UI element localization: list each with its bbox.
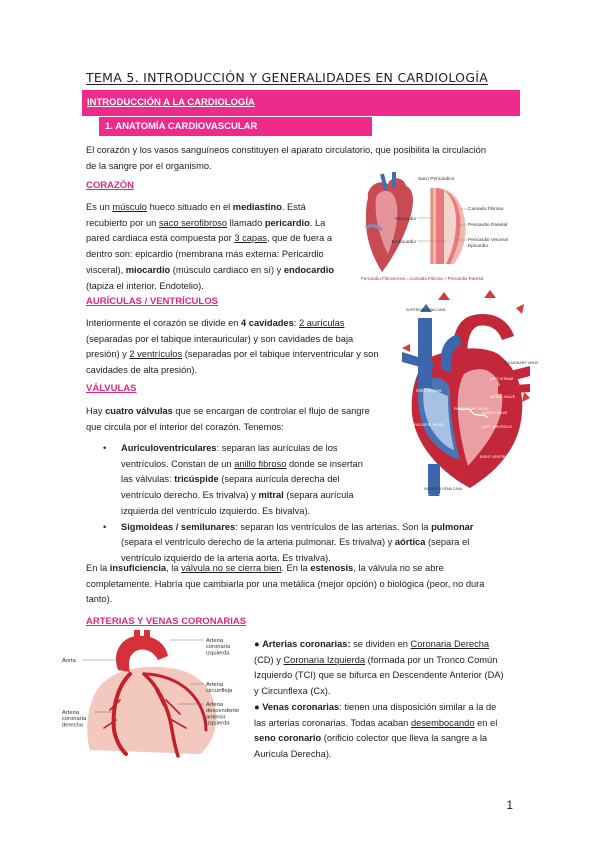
intro-paragraph: El corazón y los vasos sanguíneos constituyen el aparato circulatorio, que posibilita la circulación de la sangre por el organismo.	[86, 145, 486, 171]
pericardium-figure	[360, 168, 510, 284]
label-dai: Arteria descendente anterior izquierda	[206, 702, 240, 727]
list-item: ● Arterias coronarias: se dividen en Coronaria Derecha (CD) y Coronaria Izquierda (formada por un Tronco Común Izquierdo (TCI) que se bifurca en Descendente Anterior (DA) y Circunflexa (Cx).	[254, 639, 504, 697]
label-la: LEFT ATRIUM	[490, 377, 514, 381]
valvulas-intro: Hay cuatro válvulas que se encargan de controlar el flujo de sangre que circula por el interior del corazón. Tenemos:	[86, 406, 370, 432]
heading-corazon: CORAZÓN	[86, 180, 135, 191]
label-svc: SUPERIOR VENA CAVA	[406, 308, 446, 312]
heading-valvulas: VÁLVULAS	[86, 383, 137, 394]
section-band-label: INTRODUCCIÓN A LA CARDIOLOGÍA	[87, 97, 255, 108]
label-pa: PULMONARY ARTERY	[480, 345, 518, 349]
subsection-band-label: 1. ANATOMÍA CARDIOVASCULAR	[105, 121, 258, 132]
valvulas-paragraph: En la insuficiencia, la válvula no se cierra bien. En la estenosis, la válvula no se abre completamente. Habría que cambiarla por una metálica (mejor opción) o biológica (peor, no dura tanto).	[86, 563, 485, 605]
heading-auriculas: AURÍCULAS / VENTRÍCULOS	[86, 296, 218, 307]
label-saco: Saco Pericárdico	[418, 177, 455, 182]
label-miocardio: Miocardio	[395, 217, 416, 222]
label-circunfleja: Arteria circunfleja	[206, 682, 233, 695]
label-fibrosa: Camada Fibrosa	[468, 207, 504, 212]
page-number: 1	[506, 798, 513, 812]
label-endocardio: Endocardio	[391, 240, 416, 245]
coronary-arteries-figure	[60, 630, 242, 760]
label-rv: RIGHT VENTRICLE	[480, 455, 513, 459]
label-pv: PULMONARY VEINS	[504, 361, 539, 365]
document-title: TEMA 5. INTRODUCCIÓN Y GENERALIDADES EN CARDIOLOGÍA	[86, 70, 489, 85]
label-aci: Arteria coronaria izquierda	[206, 638, 231, 657]
heart-anatomy-figure	[398, 288, 539, 498]
label-parietal: Pericardio Parietal	[468, 223, 508, 228]
label-aorta: AORTA	[476, 329, 489, 333]
list-item: ● Venas coronarias: tienen una disposición similar a la de las arterias coronarias. Todas acaban desembocando en el seno coronario (orificio colector que lleva la sangre a la Aurícula Derecha).	[254, 701, 498, 759]
label-aorta-coronary: Aorta	[62, 658, 76, 664]
list-item: • Sigmoideas / semilunares: separan los ventrículos de las arterias. Son la pulmonar (separa el ventrículo derecho de la arteria pulmonar. Es trivalva) y aórtica (separa el ventrículo izquierdo de la arteria aorta. Es trivalva).	[103, 521, 474, 563]
label-pvv: PULMONARY VALVE	[454, 407, 489, 411]
label-mv: MITRAL VALVE	[490, 395, 516, 399]
coronarias-list	[254, 637, 524, 763]
label-visceral: Pericardio Visceral	[468, 238, 508, 243]
subsection-band	[99, 117, 372, 136]
corazon-paragraph: Es un músculo hueco situado en el mediastino. Está recubierto por un saco serofibroso llamado pericardio. La pared cardiaca está compuesta por 3 capas, que de fuera a dentro son: epicardio (membrana más externa: Pericardio visceral), miocardio (músculo cardiaco en sí) y endocardio (tapiza el interior. Endotelio).	[86, 202, 334, 291]
label-ivc: INFERIOR VENA CAVA	[424, 487, 463, 491]
label-tv: TRICUSPID VALVE	[412, 423, 444, 427]
label-acd: Arteria coronaria derecha	[62, 710, 87, 729]
auriculas-paragraph: Interiormente el corazón se divide en 4 cavidades: 2 aurículas (separadas por el tabique interauricular) y son cavidades de baja presión) y 2 ventrículos (separadas por el tabique interventricular y son cavidades de alta presión).	[86, 318, 379, 376]
list-item: • Auriculoventriculares: separan las aurículas de los ventrículos. Constan de un anillo fibroso donde se insertan las válvulas: tricúspide (separa aurícula derecha del ventrículo derecho. Es trivalva) y mitral (separa aurícula izquierda del ventrículo izquierdo. Es bivalva).	[103, 443, 363, 516]
label-av: AORTIC VALVE	[482, 411, 508, 415]
pericardium-caption: Pericardio Fibroseroso = Camada Fibrosa + Pericardio Parietal	[361, 276, 484, 281]
label-epicardio: Epicardio	[468, 244, 488, 249]
heading-coronarias: ARTERIAS Y VENAS CORONARIAS	[86, 616, 247, 627]
label-ra: RIGHT ATRIUM	[416, 389, 442, 393]
label-lv: LEFT VENTRICLE	[482, 425, 512, 429]
section-band	[82, 90, 520, 116]
